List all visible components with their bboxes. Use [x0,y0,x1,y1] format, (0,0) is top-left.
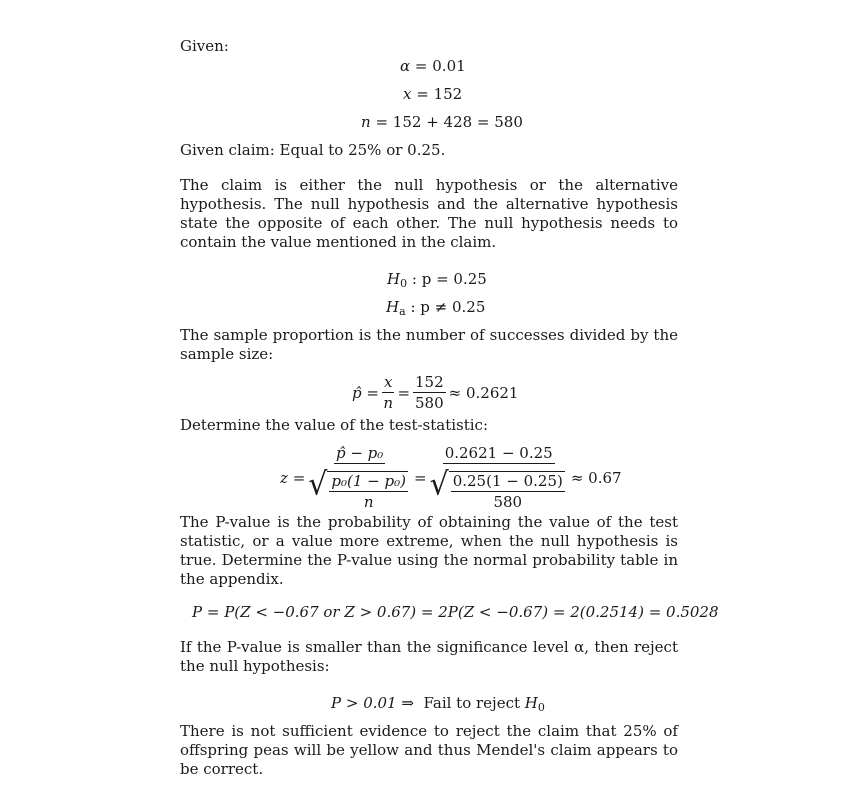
given-claim: Given claim: Equal to 25% or 0.25. [180,141,446,159]
equation-phat: p̂ = $\frac{x}{n}$ = $\frac{152}{580}$ ≈ 0.2621 [352,373,519,412]
sqrt-numeric: √ $\frac{0.25(1 - 0.25)}{580}$ [429,465,563,511]
equation-n: n = 152 + 428 = 580 [361,113,523,131]
equation-x: x = 152 [403,85,463,103]
equation-p-value: P = P(Z < −0.67 or Z > 0.67) = 2P(Z < −0.67) = 2(0.2514) = 0.5028 [192,603,719,621]
paragraph-hypothesis: The claim is either the null hypothesis or the alternative hypothesis. The null hypothesis and the alternative hypothesis state the opposite of each other. The null hypothesis needs to contain the value mentioned in the claim. [180,176,678,251]
fraction-z-numeric: 0.2621 − 0.25 √ $\frac{0.25(1 - 0.25)}{580}$ [430,444,568,511]
equation-null-hypothesis: $H_0$ : p = 0.25 [387,270,487,290]
given-label: Given: [180,37,229,55]
fraction-x-over-n: $\frac{x}{n}$ [383,373,394,412]
equation-decision: P > 0.01 ⇒ Fail to reject $H_0$ [331,694,545,714]
fraction-152-over-580: $\frac{152}{580}$ [415,373,444,412]
fraction-z-symbolic: p̂ − p₀ √ $\frac{\text{p₀(1 − p₀)}}{n}$ [308,444,411,511]
paragraph-p-value: The P-value is the probability of obtaining the value of the test statistic, or a value more extreme, when the null hypothesis is true. Determine the P-value using the normal probability table in the appendix. [180,513,678,588]
paragraph-test-statistic: Determine the value of the test-statistic: [180,416,489,434]
sqrt-symbolic: √ $\frac{\text{p₀(1 − p₀)}}{n}$ [308,465,406,511]
equation-alpha: α = 0.01 [400,57,466,75]
equation-z: z = p̂ − p₀ √ $\frac{\text{p₀(1 − p₀)}}{n}$ = 0.2621 − 0.25 √ $\frac{0.25(1 - 0.25)}{580}$ ≈ 0.67 [280,444,622,511]
equation-alt-hypothesis: $H_a$ : p ≠ 0.25 [386,298,486,318]
paragraph-conclusion: There is not sufficient evidence to reject the claim that 25% of offspring peas will be yellow and thus Mendel's claim appears to be correct. [180,722,678,778]
paragraph-reject-rule: If the P-value is smaller than the significance level α, then reject the null hypothesis: [180,638,678,675]
paragraph-sample-proportion: The sample proportion is the number of successes divided by the sample size: [180,326,678,363]
